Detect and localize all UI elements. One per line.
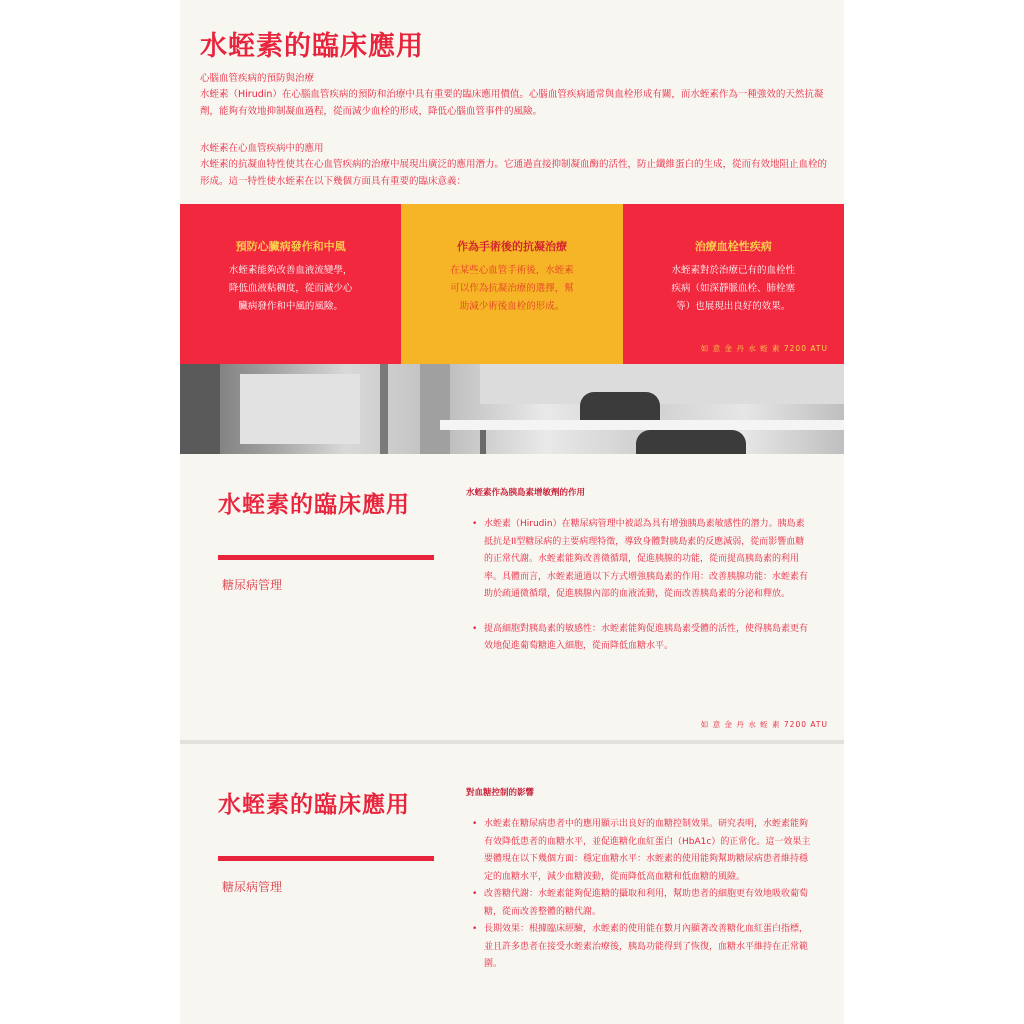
list-item: • 水蛭素在糖尿病患者中的應用顯示出良好的血糖控制效果。研究表明，水蛭素能夠有效降低患者的血糖水平，並促進糖化血紅蛋白（HbA1c）的正常化。這一效果主要體現在以下幾個方面：穩定血糖水平：水蛭素的使用能夠幫助糖尿病患者維持穩定的血糖水平，減少血糖波動，從而降低高血糖和低血糖的風險。	[472, 816, 812, 886]
card-text: 水蛭素能夠改善血液流變學，降低血液粘稠度，從而減少心臟病發作和中風的風險。	[228, 265, 353, 312]
slide-cardiovascular	[180, 0, 844, 364]
slide-glucose	[180, 744, 844, 1024]
content-heading: 水蛭素作為胰島素增敏劑的作用	[466, 488, 586, 498]
card-thrombosis	[623, 204, 844, 364]
list-item: • 長期效果：根據臨床經驗，水蛭素的使用能在數月內顯著改善糖化血紅蛋白指標，並且許多患者在接受水蛭素治療後，胰島功能得到了恢復，血糖水平維持在正常範圍。	[472, 921, 812, 974]
slide-subtitle: 糖尿病管理	[222, 578, 283, 592]
slide-title: 水蛭素的臨床應用	[200, 31, 424, 62]
office-photo	[180, 364, 844, 454]
section-heading: 心腦血管疾病的預防與治療	[200, 73, 315, 84]
brand-footer: 如 意 金 丹 水 蛭 素 7200 ATU	[700, 720, 828, 729]
card-text: 在某些心血管手術後，水蛭素可以作為抗凝治療的選擇，幫助減少術後血栓的形成。	[450, 265, 574, 312]
section-body: 水蛭素的抗凝血特性使其在心血管疾病的治療中展現出廣泛的應用潛力。它通過直接抑制凝血酶的活性，防止纖維蛋白的生成，從而有效地阻止血栓的形成。這一特性使水蛭素在以下幾個方面具有重要的臨床意義：	[200, 159, 828, 187]
brand-footer: 如 意 金 丹 水 蛭 素 7200 ATU	[700, 344, 828, 353]
feature-cards	[180, 204, 844, 364]
card-prevention	[180, 204, 401, 364]
slide-insulin	[180, 454, 844, 740]
card-title: 作為手術後的抗凝治療	[456, 240, 567, 253]
slide-title: 水蛭素的臨床應用	[218, 492, 410, 518]
card-text: 水蛭素對於治療已有的血栓性疾病（如深靜脈血栓、肺栓塞等）也展現出良好的效果。	[671, 265, 796, 312]
accent-bar	[218, 856, 434, 861]
bullet-list	[472, 816, 812, 974]
section-body: 水蛭素（Hirudin）在心腦血管疾病的預防和治療中具有重要的臨床應用價值。心腦血管疾病通常與血栓形成有關，而水蛭素作為一種強效的天然抗凝劑，能夠有效地抑制凝血過程，從而減少血栓的形成，降低心腦血管事件的風險。	[200, 89, 824, 117]
list-item: • 改善糖代謝：水蛭素能夠促進糖的攝取和利用，幫助患者的細胞更有效地吸收葡萄糖，從而改善整體的糖代謝。	[472, 886, 812, 921]
list-item: • 提高細胞對胰島素的敏感性：水蛭素能夠促進胰島素受體的活性，使得胰島素更有效地促進葡萄糖進入細胞，從而降低血糖水平。	[472, 621, 812, 656]
list-item: • 水蛭素（Hirudin）在糖尿病管理中被認為具有增強胰島素敏感性的潛力。胰島素抵抗是II型糖尿病的主要病理特徵，導致身體對胰島素的反應減弱，從而影響血糖的正常代謝。水蛭素能夠改善微循環，促進胰腺的功能，從而提高胰島素的利用率。具體而言，水蛭素通過以下方式增強胰島素的作用：改善胰腺功能：水蛭素有助於疏通微循環，促進胰腺內部的血液流動，從而改善胰島素的分泌和釋放。	[472, 516, 812, 604]
slide-title: 水蛭素的臨床應用	[218, 792, 410, 818]
card-postop	[401, 204, 622, 364]
card-title: 預防心臟病發作和中風	[235, 240, 346, 253]
slide-subtitle: 糖尿病管理	[222, 880, 283, 894]
card-title: 治療血栓性疾病	[694, 240, 772, 253]
section-heading: 水蛭素在心血管疾病中的應用	[200, 143, 324, 154]
content-heading: 對血糖控制的影響	[466, 788, 535, 798]
bullet-list	[472, 516, 812, 656]
accent-bar	[218, 555, 434, 560]
